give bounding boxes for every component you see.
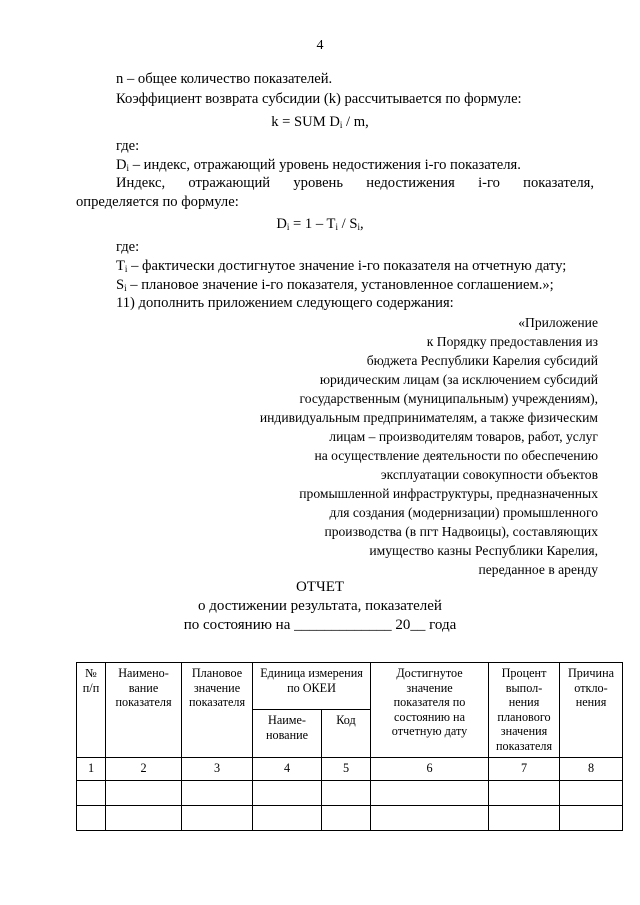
empty-cell: [77, 780, 106, 805]
header-unit-code: Код: [322, 710, 371, 757]
header-achieved: Достигнутое значение показателя по состоянию на отчетную дату: [371, 663, 489, 758]
table-number-row: [77, 757, 623, 780]
col-number: 6: [371, 757, 489, 780]
col-number: 5: [322, 757, 371, 780]
empty-cell: [77, 805, 106, 830]
empty-cell: [489, 805, 560, 830]
appendix-line: государственным (муниципальным) учреждениям),: [299, 391, 598, 406]
table-empty-row: [77, 780, 623, 805]
appendix-line: индивидуальным предпринимателям, а также физическим: [259, 410, 598, 425]
header-reason: Причина откло- нения: [560, 663, 623, 758]
line-k-intro: Коэффициент возврата субсидии (k) рассчитывается по формуле:: [116, 91, 522, 107]
appendix-line: на осуществление деятельности по обеспечению: [314, 448, 598, 463]
index-line-2: определяется по формуле:: [76, 194, 239, 210]
col-number: 7: [489, 757, 560, 780]
header-percent: Процент выпол- нения планового значения показателя: [489, 663, 560, 758]
header-unit-name: Наиме- нование: [253, 710, 322, 757]
appendix-line: бюджета Республики Карелия субсидий: [366, 353, 598, 368]
appendix-line: лицам – производителям товаров, работ, услуг: [329, 429, 598, 444]
t-definition: $T_i$ – фактически достигнутое значение i-го показателя на отчетную дату;: [116, 258, 567, 274]
appendix-line: для создания (модернизации) промышленного: [329, 505, 598, 520]
header-planned: Плановое значение показателя: [182, 663, 253, 758]
appendix-line: к Порядку предоставления из: [426, 334, 598, 349]
table-header-row: [77, 663, 623, 710]
empty-cell: [322, 780, 371, 805]
appendix-line: промышленной инфраструктуры, предназначенных: [299, 486, 598, 501]
page-number: 4: [316, 38, 324, 53]
line-n-definition: n – общее количество показателей.: [116, 71, 333, 87]
empty-cell: [253, 780, 322, 805]
s-definition: $S_i$ – плановое значение i-го показателя, установленное соглашением.»;: [116, 277, 554, 293]
empty-cell: [106, 805, 182, 830]
report-table: [76, 662, 623, 831]
appendix-line: эксплуатации совокупности объектов: [380, 467, 598, 482]
empty-cell: [371, 780, 489, 805]
empty-cell: [560, 780, 623, 805]
empty-cell: [106, 780, 182, 805]
empty-cell: [322, 805, 371, 830]
appendix-line: юридическим лицам (за исключением субсидий: [319, 372, 598, 387]
where-label-2: где:: [116, 239, 140, 255]
header-unit: Единица измерения по ОКЕИ: [253, 663, 371, 710]
col-number: 4: [253, 757, 322, 780]
report-subtitle: о достижении результата, показателей: [198, 598, 442, 614]
col-number: 2: [106, 757, 182, 780]
empty-cell: [371, 805, 489, 830]
empty-cell: [560, 805, 623, 830]
report-title: ОТЧЕТ: [295, 579, 345, 595]
d-definition: $D_i$ – индекс, отражающий уровень недостижения i-го показателя.: [116, 157, 521, 173]
col-number: 1: [77, 757, 106, 780]
col-number: 8: [560, 757, 623, 780]
appendix-line: переданное в аренду: [478, 562, 598, 577]
empty-cell: [182, 805, 253, 830]
appendix-line: «Приложение: [518, 315, 598, 330]
where-label-1: где:: [116, 138, 140, 154]
header-name: Наимено- вание показателя: [106, 663, 182, 758]
empty-cell: [182, 780, 253, 805]
appendix-line: имущество казны Республики Карелия,: [369, 543, 598, 558]
empty-cell: [253, 805, 322, 830]
formula-k: k = SUM $D_i$ / m,: [271, 114, 369, 130]
table-empty-row: [77, 805, 623, 830]
report-date-line: по состоянию на _____________ 20__ года: [183, 617, 457, 633]
col-number: 3: [182, 757, 253, 780]
empty-cell: [489, 780, 560, 805]
header-num: № п/п: [77, 663, 106, 758]
appendix-header: [260, 313, 598, 579]
item-11: 11) дополнить приложением следующего содержания:: [116, 295, 454, 311]
formula-d: $D_i = 1 - T_i / S_i$,: [276, 216, 364, 232]
index-justified-line: Индекс, отражающий уровень недостижения i-го показателя,: [116, 175, 594, 191]
appendix-line: производства (в пгт Надвоицы), составляющих: [324, 524, 598, 539]
